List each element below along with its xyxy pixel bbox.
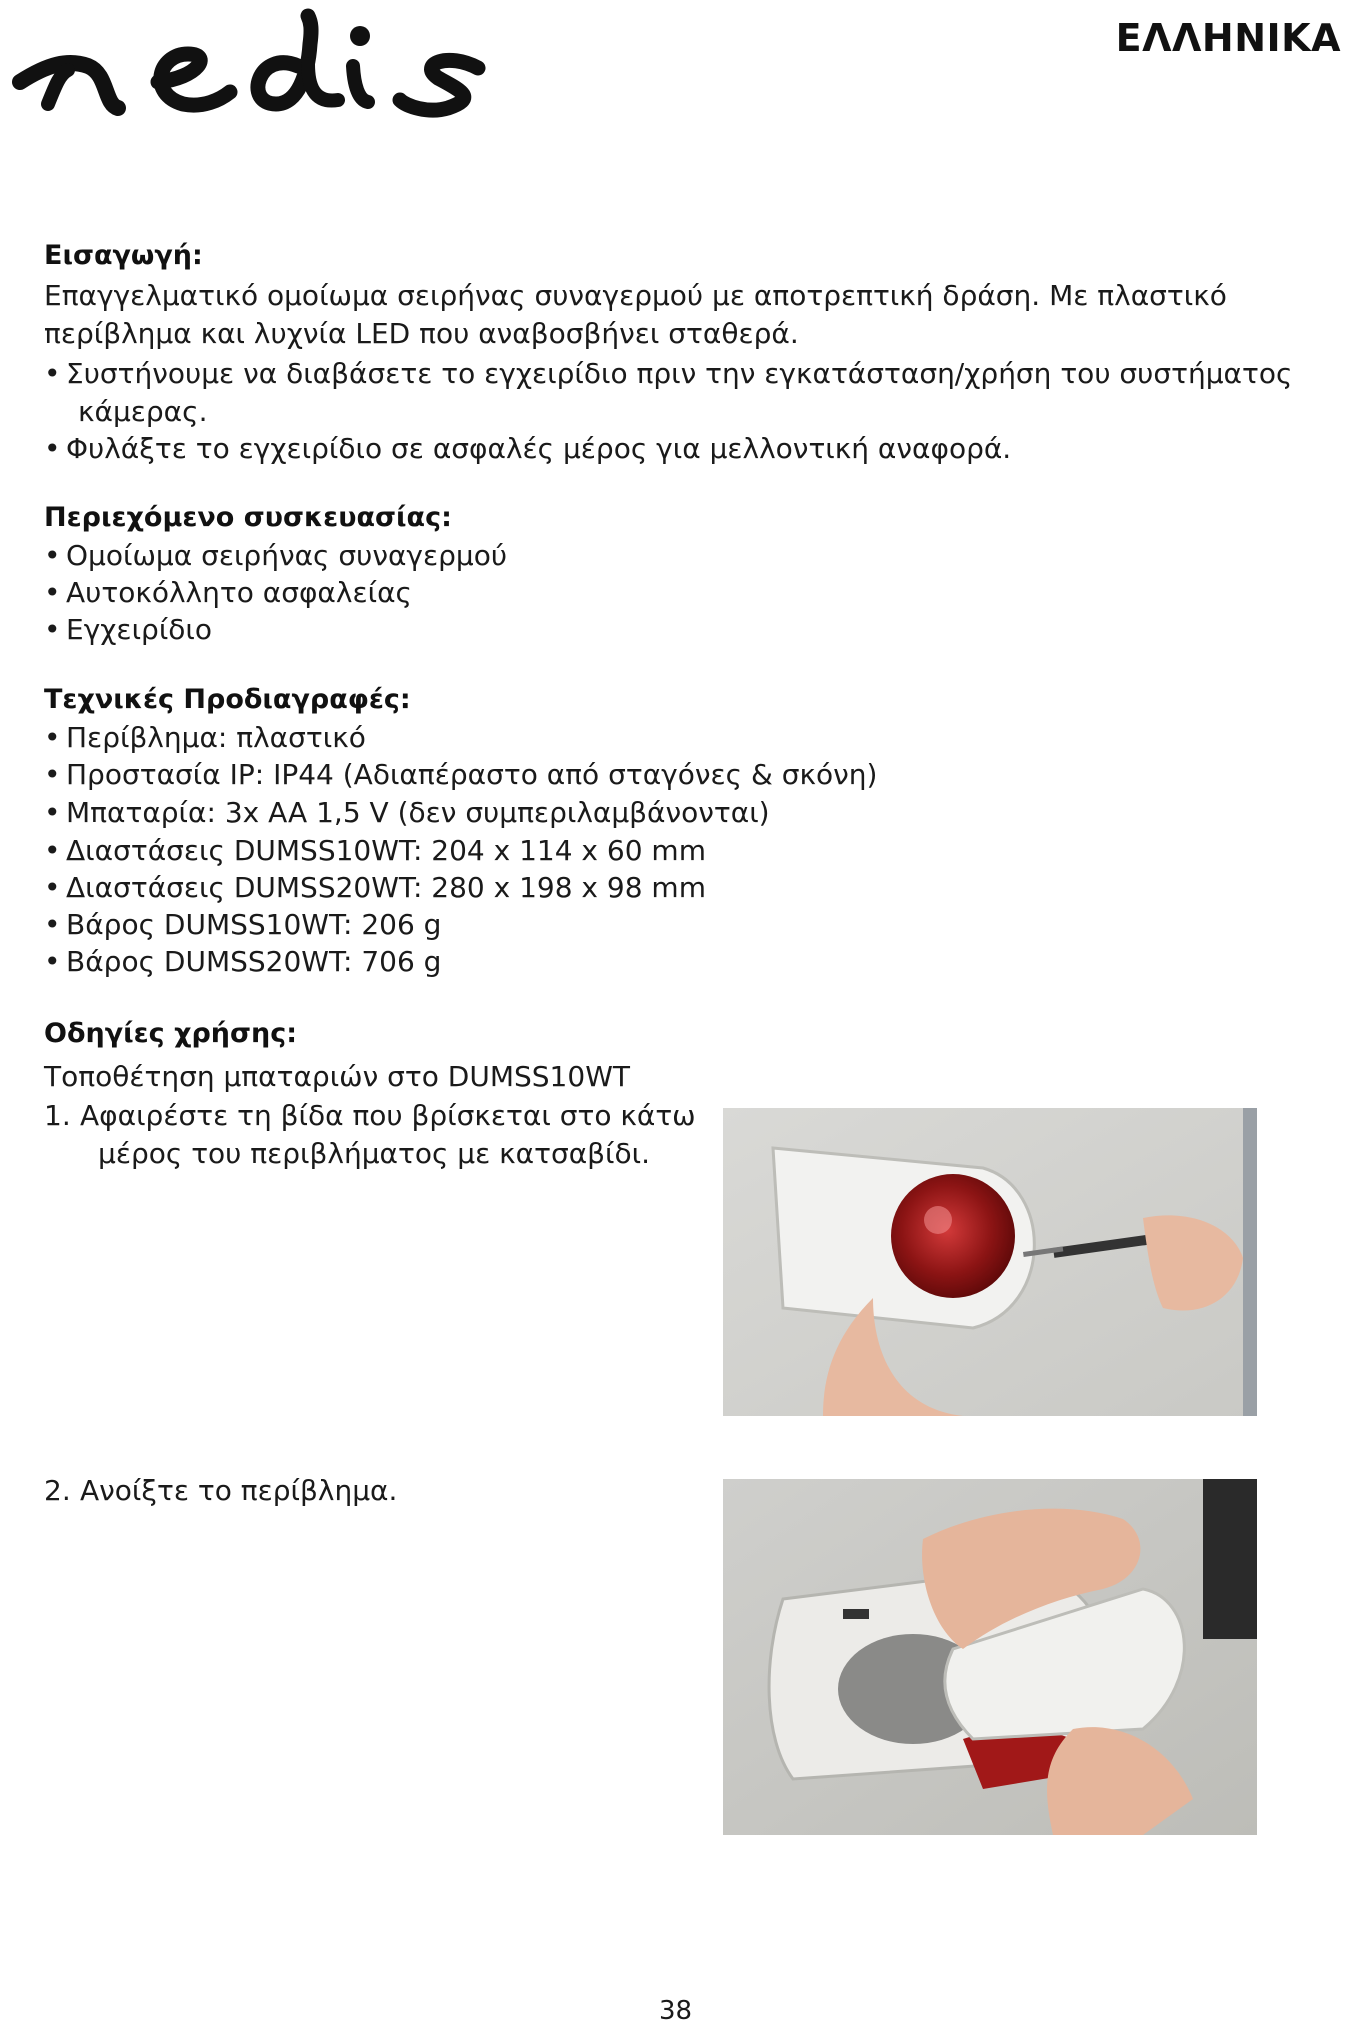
step-1-text: Αφαιρέστε τη βίδα που βρίσκεται στο κάτω [80,1099,696,1132]
bullet: • [44,539,61,572]
intro-line-2: περίβλημα και λυχνία LED που αναβοσβήνει σταθερά. [44,317,799,350]
bullet: • [44,432,61,465]
spec-item: Προστασία IP: IP44 (Αδιαπέραστο από σταγόνες & σκόνη) [66,758,878,791]
usage-subheading: Τοποθέτηση μπαταριών στο DUMSS10WT [44,1060,630,1093]
spec-item: Διαστάσεις DUMSS10WT: 204 x 114 x 60 mm [66,834,706,867]
siren-screwdriver-illustration [723,1108,1257,1416]
package-item: Εγχειρίδιο [66,613,213,646]
list-item [44,794,770,832]
list-item [44,574,412,612]
list-item [44,611,212,649]
spec-item: Περίβλημα: πλαστικό [66,721,366,754]
bullet: • [44,908,61,941]
intro-line-1: Επαγγελματικό ομοίωμα σειρήνας συναγερμού με αποτρεπτική δράση. Με πλαστικό [44,279,1227,312]
spec-item: Μπαταρία: 3x AA 1,5 V (δεν συμπεριλαμβάνονται) [66,796,770,829]
list-item [44,906,441,944]
bullet: • [44,796,61,829]
bullet: • [44,721,61,754]
step-2 [44,1472,397,1510]
spec-item: Διαστάσεις DUMSS20WT: 280 x 198 x 98 mm [66,871,706,904]
bullet: • [44,834,61,867]
step-1-continuation: μέρος του περιβλήματος με κατσαβίδι. [98,1137,651,1170]
package-item: Ομοίωμα σειρήνας συναγερμού [66,539,508,572]
language-label: ΕΛΛΗΝΙΚΑ [1115,16,1341,60]
open-housing-illustration [723,1479,1257,1835]
step-2-text: Ανοίξτε το περίβλημα. [80,1474,398,1507]
package-heading: Περιεχόμενο συσκευασίας: [44,502,452,533]
package-item: Αυτοκόλλητο ασφαλείας [66,576,412,609]
intro-bullet-1-continuation: κάμερας. [78,395,208,428]
photo-remove-screw [723,1108,1257,1416]
step-2-number: 2. [44,1474,71,1507]
step-1-number: 1. [44,1099,71,1132]
step-1 [44,1097,696,1135]
list-item [44,355,1292,393]
bullet: • [44,576,61,609]
nedis-logo [8,4,508,134]
list-item [44,719,366,757]
spec-item: Βάρος DUMSS10WT: 206 g [66,908,442,941]
bullet: • [44,758,61,791]
bullet: • [44,613,61,646]
list-item [44,943,441,981]
usage-heading: Οδηγίες χρήσης: [44,1018,298,1049]
intro-bullet-1: Συστήνουμε να διαβάσετε το εγχειρίδιο πριν την εγκατάσταση/χρήση του συστήματος [66,357,1293,390]
specs-heading: Τεχνικές Προδιαγραφές: [44,684,411,715]
page-number: 38 [658,1996,693,2026]
bullet: • [44,945,61,978]
intro-bullet-2: Φυλάξτε το εγχειρίδιο σε ασφαλές μέρος για μελλοντική αναφορά. [66,432,1012,465]
list-item [44,537,507,575]
intro-heading: Εισαγωγή: [44,240,203,271]
bullet: • [44,357,61,390]
list-item [44,832,706,870]
spec-item: Βάρος DUMSS20WT: 706 g [66,945,442,978]
list-item [44,869,706,907]
list-item [44,756,877,794]
list-item [44,430,1011,468]
bullet: • [44,871,61,904]
photo-open-housing [723,1479,1257,1835]
